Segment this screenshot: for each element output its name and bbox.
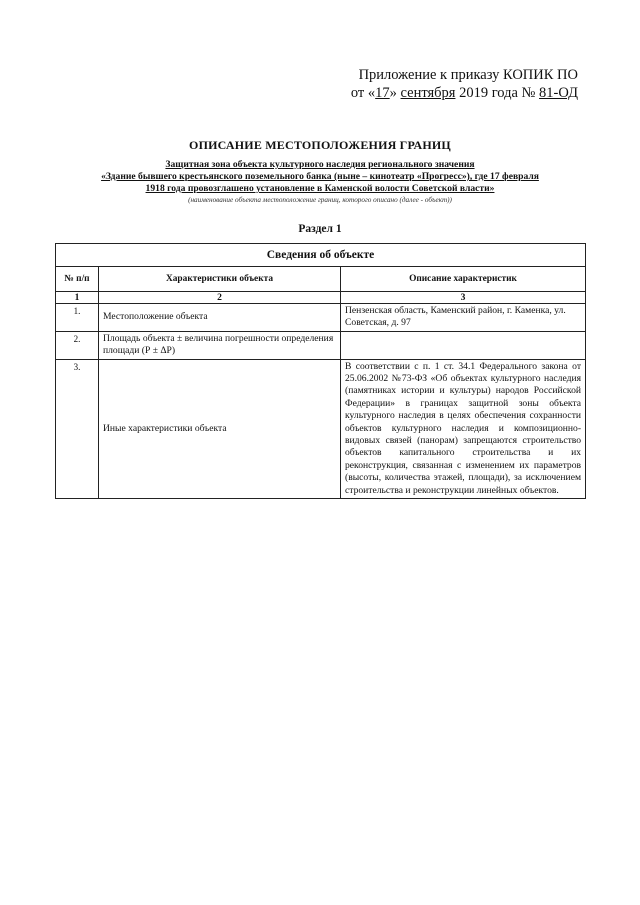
table-heading: Сведения об объекте xyxy=(56,244,586,267)
section-title: Раздел 1 xyxy=(298,223,342,235)
annex-header xyxy=(318,66,578,102)
subject-note: (наименование объекта местоположение границ, которого описано (далее - объект)) xyxy=(188,196,452,204)
column-number: 2 xyxy=(99,292,341,304)
annex-mid-2: 2019 года № xyxy=(455,85,540,101)
annex-number: 81-ОД xyxy=(539,85,578,101)
row-description: Пензенская область, Каменский район, г. Каменка, ул. Советская, д. 97 xyxy=(341,304,586,332)
column-number-row xyxy=(56,292,586,304)
table-heading-row xyxy=(56,244,586,267)
column-header-characteristic: Характеристики объекта xyxy=(99,267,341,292)
column-header-description: Описание характеристик xyxy=(341,267,586,292)
annex-prefix: от « xyxy=(350,85,376,101)
annex-line-1: Приложение к приказу КОПИК ПО xyxy=(358,67,578,83)
row-description: В соответствии с п. 1 ст. 34.1 Федерального закона от 25.06.2002 №73-ФЗ «Об объектах культурного наследия (памятниках истории и культуры) народов Российской Федерации» в границах защитной зоны объекта культурного наследия в целях обеспечения сохранности объектов культурного наследия и композиционно-видовых связей (панорам) запрещаются строительство объектов капитального строительства и их реконструкция, связанная с изменением их параметров (высоты, количества этажей, площади), за исключением строительства и реконструкции линейных объектов. xyxy=(341,359,586,498)
object-subject xyxy=(60,159,580,195)
table-row xyxy=(56,331,586,359)
table-row xyxy=(56,304,586,332)
column-header-row xyxy=(56,267,586,292)
document-title: ОПИСАНИЕ МЕСТОПОЛОЖЕНИЯ ГРАНИЦ xyxy=(189,138,451,152)
object-info-table xyxy=(55,243,586,499)
row-description xyxy=(341,331,586,359)
row-characteristic: Площадь объекта ± величина погрешности определения площади (Р ± ΔР) xyxy=(99,331,341,359)
row-number: 1. xyxy=(56,304,99,332)
annex-line-2 xyxy=(318,84,578,102)
column-number: 3 xyxy=(341,292,586,304)
column-header-num: № п/п xyxy=(56,267,99,292)
row-number: 3. xyxy=(56,359,99,498)
column-number: 1 xyxy=(56,292,99,304)
subject-line-3: 1918 года провозглашено установление в Каменской волости Советской власти» xyxy=(145,183,495,194)
annex-month: сентября xyxy=(400,85,456,101)
row-characteristic: Местоположение объекта xyxy=(99,304,341,332)
subject-line-1: Защитная зона объекта культурного наследия регионального значения xyxy=(165,159,475,170)
annex-mid-1: » xyxy=(389,85,401,101)
row-characteristic: Иные характеристики объекта xyxy=(99,359,341,498)
row-number: 2. xyxy=(56,331,99,359)
subject-line-2: «Здание бывшего крестьянского поземельного банка (ныне – кинотеатр «Прогресс»), где 17 февраля xyxy=(101,171,539,182)
table-row xyxy=(56,359,586,498)
annex-day: 17 xyxy=(375,85,390,101)
